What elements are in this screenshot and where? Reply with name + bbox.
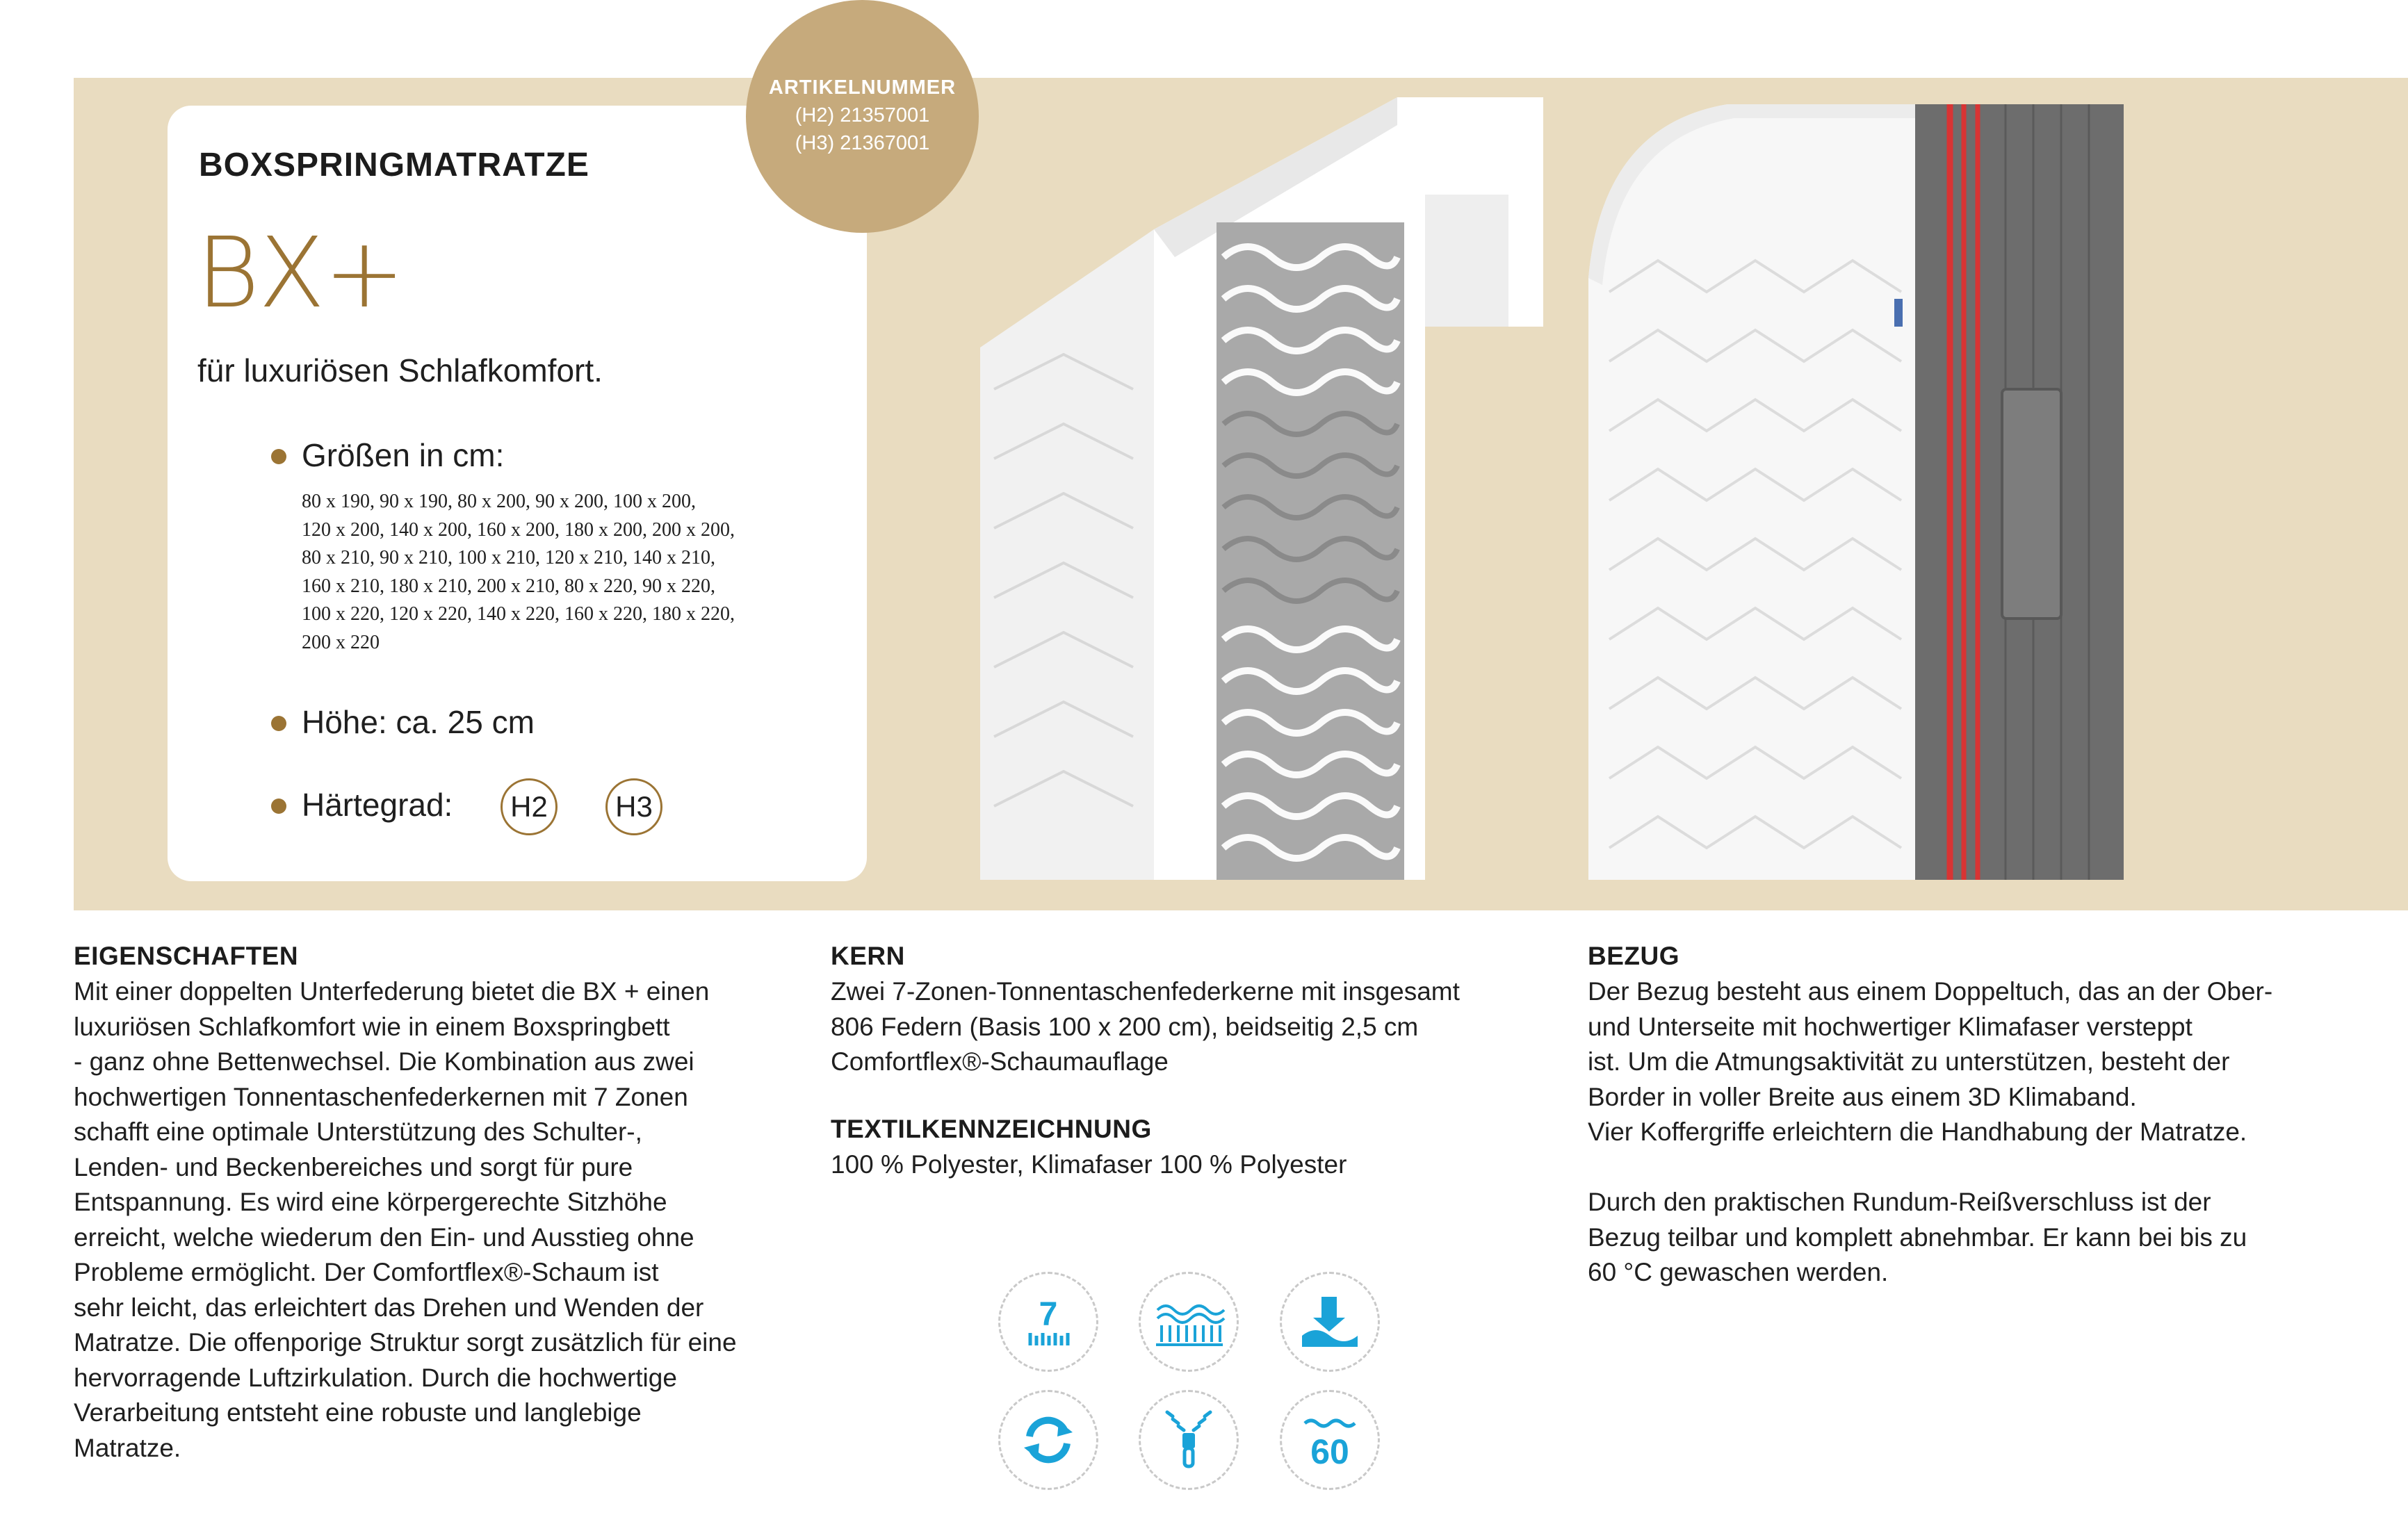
text-line: hochwertigen Tonnentaschenfederkernen mit 7 Zonen (74, 1082, 688, 1111)
text-line: Durch den praktischen Rundum-Reißverschluss ist der (1588, 1188, 2211, 1216)
cover-text (1588, 974, 2352, 1291)
sizes-label: Größen in cm: (302, 437, 505, 473)
text-line: - ganz ohne Bettenwechsel. Die Kombination aus zwei (74, 1047, 694, 1076)
seven-zones-icon (998, 1272, 1098, 1372)
text-line: Der Bezug besteht aus einem Doppeltuch, das an der Ober- (1588, 977, 2273, 1006)
mattress-cover-image (1588, 97, 2131, 880)
bullet-icon (271, 799, 286, 814)
sizes-line: 120 x 200, 140 x 200, 160 x 200, 180 x 200, 200 x 200, (302, 518, 735, 541)
text-line: Zwei 7-Zonen-Tonnentaschenfederkerne mit insgesamt (831, 977, 1460, 1006)
bullet-icon (271, 716, 286, 731)
foam-pressure-icon (1280, 1272, 1380, 1372)
product-title: BX+ (196, 217, 404, 330)
product-category: BOXSPRINGMATRATZE (199, 147, 589, 183)
text-line: Bezug teilbar und komplett abnehmbar. Er kann bei bis zu (1588, 1222, 2247, 1252)
firmness-label: Härtegrad: (302, 787, 453, 823)
text-line: sehr leicht, das erleichtert das Drehen und Wenden der (74, 1293, 704, 1322)
text-line: Probleme ermöglicht. Der Comfortflex®-Schaum ist (74, 1258, 659, 1286)
text-line: Vier Koffergriffe erleichtern die Handhabung der Matratze. (1588, 1117, 2247, 1146)
textile-text (831, 1147, 1526, 1183)
sizes-line: 200 x 220 (302, 631, 380, 653)
wash-temp-label: 60 (1310, 1432, 1349, 1471)
sizes-line: 100 x 220, 120 x 220, 140 x 220, 160 x 220, 180 x 220, (302, 603, 735, 625)
text-line: schafft eine optimale Unterstützung des Schulter-, (74, 1117, 642, 1146)
text-line: 100 % Polyester, Klimafaser 100 % Polyester (831, 1150, 1347, 1179)
text-line: Matratze. (74, 1433, 181, 1462)
sizes-list (302, 488, 816, 657)
zones-number: 7 (1039, 1296, 1058, 1333)
text-line: 806 Federn (Basis 100 x 200 cm), beidseitig 2,5 cm (831, 1012, 1419, 1041)
features-text (74, 974, 811, 1466)
bullet-icon (271, 449, 286, 464)
zipper-icon (1139, 1390, 1239, 1490)
text-line: luxuriösen Schlafkomfort wie in einem Boxspringbett (74, 1012, 670, 1041)
core-heading: KERN (831, 942, 905, 970)
text-line: Verarbeitung entsteht eine robuste und langlebige (74, 1398, 642, 1427)
textile-heading: TEXTILKENNZEICHNUNG (831, 1115, 1152, 1143)
height-label: Höhe: ca. 25 cm (302, 704, 535, 740)
sizes-line: 80 x 210, 90 x 210, 100 x 210, 120 x 210, 140 x 210, (302, 547, 715, 568)
cover-heading: BEZUG (1588, 942, 1679, 970)
mattress-cutaway-image (980, 97, 1543, 880)
text-line: 60 °C gewaschen werden. (1588, 1258, 1889, 1286)
article-number-h2: (H2) 21357001 (795, 104, 930, 126)
turnable-icon (998, 1390, 1098, 1490)
text-line: und Unterseite mit hochwertiger Klimafaser versteppt (1588, 1012, 2193, 1041)
core-text (831, 974, 1526, 1080)
features-heading: EIGENSCHAFTEN (74, 942, 299, 970)
text-line: Mit einer doppelten Unterfederung bietet die BX + einen (74, 977, 710, 1006)
product-tagline: für luxuriösen Schlafkomfort. (197, 352, 603, 388)
text-line (1588, 1150, 2352, 1186)
article-number-badge (746, 0, 979, 233)
firmness-badge-h2: H2 (501, 778, 558, 835)
text-line: erreicht, welche wiederum den Ein- und Ausstieg ohne (74, 1222, 694, 1252)
text-line: Matratze. Die offenporige Struktur sorgt zusätzlich für eine (74, 1328, 737, 1357)
article-number-label: ARTIKELNUMMER (768, 76, 957, 99)
sizes-line: 160 x 210, 180 x 210, 200 x 210, 80 x 220, 90 x 220, (302, 575, 715, 597)
text-line: Border in voller Breite aus einem 3D Klimaband. (1588, 1082, 2137, 1111)
text-line: Comfortflex®-Schaumauflage (831, 1047, 1169, 1076)
sizes-line: 80 x 190, 90 x 190, 80 x 200, 90 x 200, 100 x 200, (302, 491, 696, 512)
wash-60-icon (1280, 1390, 1380, 1490)
text-line: Entspannung. Es wird eine körpergerechte Sitzhöhe (74, 1188, 667, 1216)
firmness-badge-h3: H3 (605, 778, 662, 835)
spring-core-icon (1139, 1272, 1239, 1372)
text-line: Lenden- und Beckenbereiches und sorgt für pure (74, 1152, 633, 1181)
article-number-h3: (H3) 21367001 (795, 132, 930, 154)
text-line: ist. Um die Atmungsaktivität zu unterstützen, besteht der (1588, 1047, 2230, 1076)
text-line: hervorragende Luftzirkulation. Durch die hochwertige (74, 1363, 677, 1392)
